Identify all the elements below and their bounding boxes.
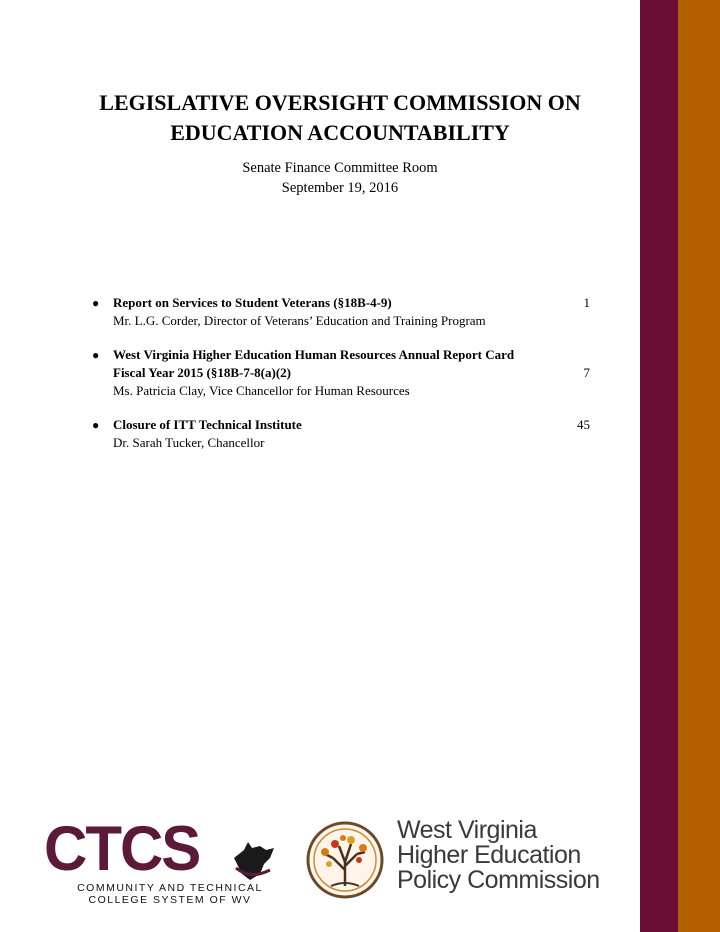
meeting-date: September 19, 2016 (281, 180, 399, 196)
agenda-item (92, 346, 592, 400)
agenda-item-presenter: Dr. Sarah Tucker, Chancellor (113, 435, 265, 450)
footer-logos (40, 813, 610, 914)
agenda-item-title: Closure of ITT Technical Institute (113, 417, 302, 432)
west-virginia-map-icon (230, 840, 276, 882)
ctcs-tagline-line-1: COMMUNITY AND TECHNICAL (77, 882, 263, 894)
hepc-logo (305, 818, 605, 914)
agenda-item (92, 416, 592, 452)
hepc-line-2: Higher Education (397, 841, 581, 869)
tree-seal-icon (305, 820, 385, 900)
agenda-list (92, 294, 592, 468)
hepc-wordmark (397, 818, 600, 893)
agenda-item-title: Report on Services to Student Veterans (§18B-4-9) (113, 295, 392, 310)
agenda-item-presenter: Ms. Patricia Clay, Vice Chancellor for Human Resources (113, 383, 410, 398)
hepc-line-1: West Virginia (397, 816, 537, 844)
bullet-icon: ● (92, 348, 100, 362)
agenda-item-page: 45 (577, 417, 590, 432)
agenda-item-page: 7 (583, 365, 590, 380)
meeting-info (60, 158, 620, 198)
ctcs-logo (40, 813, 290, 914)
agenda-item-page: 1 (583, 295, 590, 310)
agenda-item-title-continued: Fiscal Year 2015 (§18B-7-8(a)(2) (113, 365, 291, 380)
bullet-icon: ● (92, 296, 100, 310)
document-title (60, 88, 620, 148)
title-line-1: LEGISLATIVE OVERSIGHT COMMISSION ON (99, 90, 581, 115)
title-line-2: EDUCATION ACCOUNTABILITY (170, 120, 510, 145)
bullet-icon: ● (92, 418, 100, 432)
agenda-item-title: West Virginia Higher Education Human Resources Annual Report Card (113, 347, 515, 362)
ctcs-tagline (60, 882, 280, 906)
gold-side-stripe (678, 0, 720, 932)
maroon-side-stripe (640, 0, 678, 932)
agenda-item-presenter: Mr. L.G. Corder, Director of Veterans’ Education and Training Program (113, 313, 486, 328)
hepc-line-3: Policy Commission (397, 866, 600, 894)
ctcs-wordmark: CTCS (44, 813, 200, 884)
agenda-item (92, 294, 592, 330)
meeting-location: Senate Finance Committee Room (242, 160, 438, 176)
ctcs-tagline-line-2: COLLEGE SYSTEM OF WV (88, 894, 252, 906)
